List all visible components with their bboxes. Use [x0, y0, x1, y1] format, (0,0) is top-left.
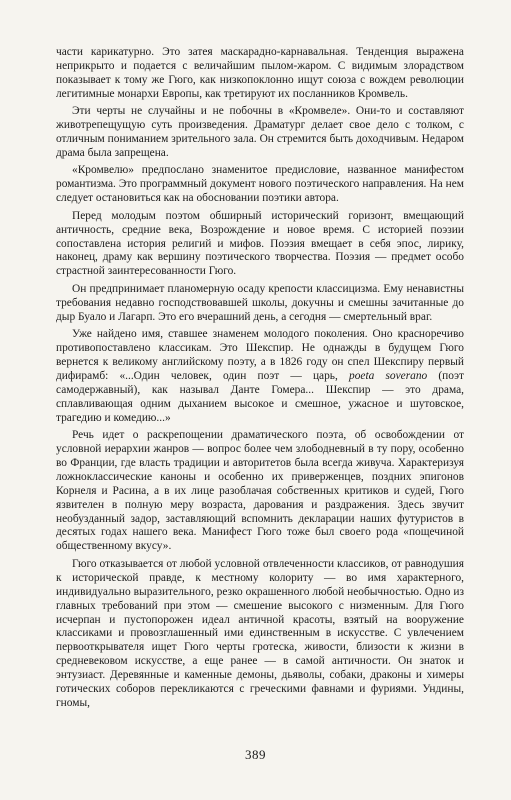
paragraph-8: Гюго отказывается от любой условной отвлеченности классиков, от равнодушия к исторической правде, к местному колориту — во имя характерного, индивидуально выразительного, резко окрашенного любой необычностью. Одно из главных требований при этом — смешение высокого с низменным. Для Гюго исчерпан и пустопорожен идеал античной красоты, взятый на вооружение классиками и провозглашенный ими единственным в искусстве. С увлечением первооткрывателя ищет Гюго черты гротеска, живости, близости к жизни в средневековом искусстве, а еще ранее — в самой античности. Он знаток и энтузиаст. Деревянные и каменные демоны, дьяволы, собаки, драконы и химеры готических соборов перекликаются с греческими фавнами и фуриями. Ундины, гномы,: [56, 557, 464, 709]
italic-phrase: poeta soverano: [349, 369, 428, 382]
paragraph-5: Он предпринимает планомерную осаду крепости классицизма. Ему ненавистны требования недавно господствовавшей школы, докучны и смешны зачитанные до дыр Буало и Лагарп. Это его вчерашний день, а сегодня — смертельный враг.: [56, 282, 464, 323]
paragraph-1: части карикатурно. Это затея маскарадно-карнавальная. Тенденция выражена неприкрыто и подается с величайшим пылом-жаром. С видимым злорадством показывает к тому же Гюго, как низкопоклонно ищут союза с вождем революции легитимные монархи Европы, как третируют их посланников Кромвель.: [56, 46, 464, 100]
paragraph-6: Уже найдено имя, ставшее знаменем молодого поколения. Оно красноречиво противопоставлено классикам. Это Шекспир. Не однажды в будущем Гюго вернется к великому английскому поэту, а в 1826 году он спел Шекспиру первый дифирамб: «...Один человек, один поэт — царь, poeta soverano (поэт самодержавный), как называл Данте Гомера... Шекспир — это драма, сплавливающая одним дыханием высокое и смешное, ужасное и шутовское, трагедию и комедию...»: [56, 328, 464, 424]
page-body-text: [56, 46, 464, 711]
paragraph-2: Эти черты не случайны и не побочны в «Кромвеле». Они-то и составляют животрепещущую суть произведения. Драматург делает свое дело с толком, с отличным пониманием зрительного зала. Он стремится быть доходчивым. Недаром драма была запрещена.: [56, 105, 464, 159]
page-number: 389: [245, 747, 266, 762]
paragraph-3: «Кромвелю» предпослано знаменитое предисловие, названное манифестом романтизма. Это программный документ нового поэтического направления. На нем следует остановиться как на обосновании поэтики автора.: [56, 164, 464, 205]
paragraph-4: Перед молодым поэтом обширный исторический горизонт, вмещающий античность, средние века, Возрождение и новое время. С историей поэзии сопоставлена история религий и мифов. Поэзия вмещает в себя эпос, лирику, наконец, драму как вершину поэтического творчества. Поэзия — предмет особо страстной заинтересованности Гюго.: [56, 209, 464, 278]
paragraph-7: Речь идет о раскрепощении драматического поэта, об освобождении от условной иерархии жанров — вопрос более чем злободневный в ту пору, особенно во Франции, где власть традиции и авторитетов была всегда живуча. Характеризуя ложноклассические каноны и особенно их приверженцев, поздних эпигонов Корнеля и Расина, а в их лице разоблачая собственных критиков и судей, Гюго язвителен в полную меру возраста, дарования и раздражения. Здесь звучит необузданный задор, заставляющий вспомнить декларации наших футуристов в десятых годах нашего века. Манифест Гюго тоже был своего рода «пощечиной общественному вкусу».: [56, 429, 464, 553]
